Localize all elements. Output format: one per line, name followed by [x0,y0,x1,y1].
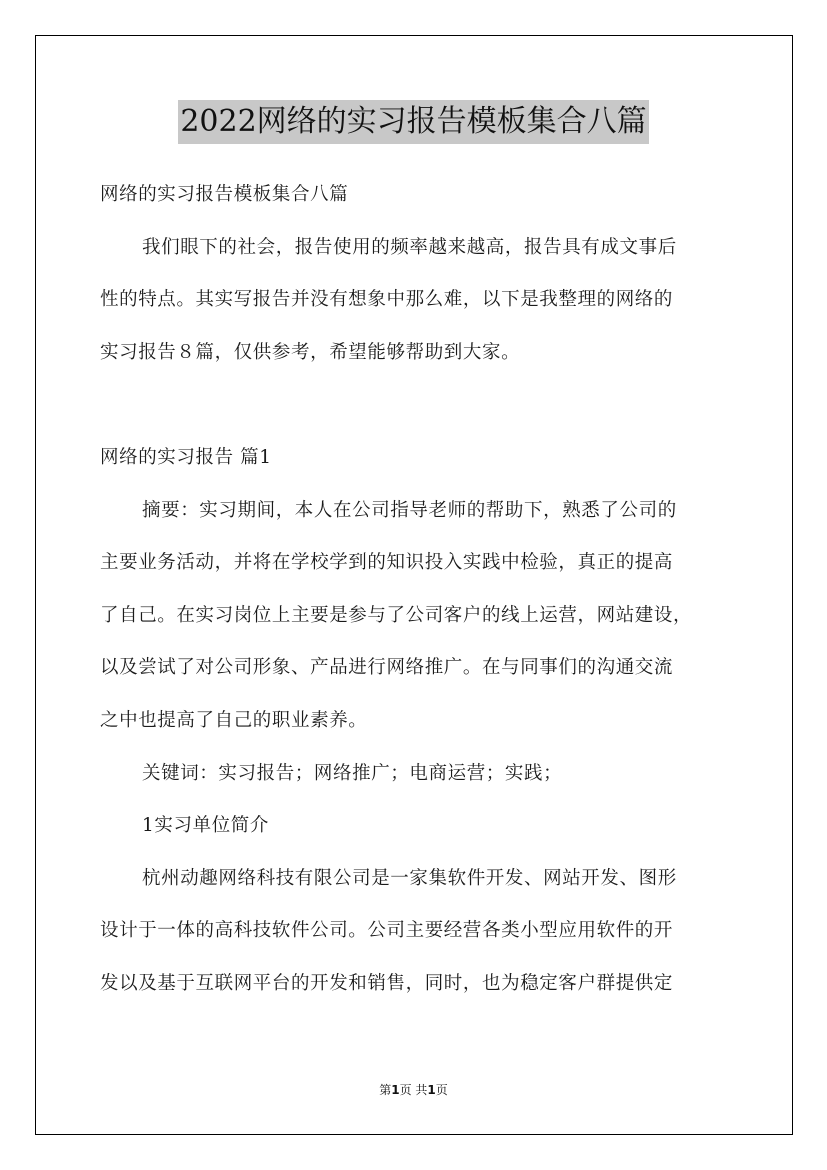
footer-page-suffix: 页 [435,1083,448,1097]
page-footer [0,1082,827,1098]
footer-page-number: 1 [391,1083,400,1097]
subsection-heading: 1实习单位简介 [142,815,269,837]
section-heading: 网络的实习报告 篇1 [100,446,272,468]
footer-page-total: 1 [427,1083,436,1097]
paragraph-line: 设计于一体的高科技软件公司。公司主要经营各类小型应用软件的开 [100,920,674,942]
subtitle-line: 网络的实习报告模板集合八篇 [100,184,349,205]
document-body [100,169,740,1011]
document-title: 2022网络的实习报告模板集合八篇 [178,100,648,144]
paragraph-line: 性的特点。其实写报告并没有想象中那么难，以下是我整理的网络的 [100,289,674,311]
paragraph-line: 了自己。在实习岗位上主要是参与了公司客户的线上运营，网站建设， [100,604,693,626]
title-container [0,100,827,144]
paragraph-line: 我们眼下的社会，报告使用的频率越来越高，报告具有成文事后 [142,236,677,258]
paragraph-line: 发以及基于互联网平台的开发和销售，同时，也为稳定客户群提供定 [100,972,674,994]
keywords-line: 关键词：实习报告；网络推广；电商运营；实践； [142,762,563,784]
paragraph-line: 摘要：实习期间，本人在公司指导老师的帮助下，熟悉了公司的 [142,499,677,521]
paragraph-line: 实习报告８篇，仅供参考，希望能够帮助到大家。 [100,341,521,363]
paragraph-line: 杭州动趣网络科技有限公司是一家集软件开发、网站开发、图形 [142,867,677,889]
paragraph-line: 以及尝试了对公司形象、产品进行网络推广。在与同事们的沟通交流 [100,657,674,679]
paragraph-line: 主要业务活动，并将在学校学到的知识投入实践中检验，真正的提高 [100,552,674,574]
blank-line [100,379,740,432]
footer-page-mid: 页 共 [399,1083,428,1097]
footer-page-prefix: 第 [379,1083,392,1097]
paragraph-line: 之中也提高了自己的职业素养。 [100,709,368,731]
